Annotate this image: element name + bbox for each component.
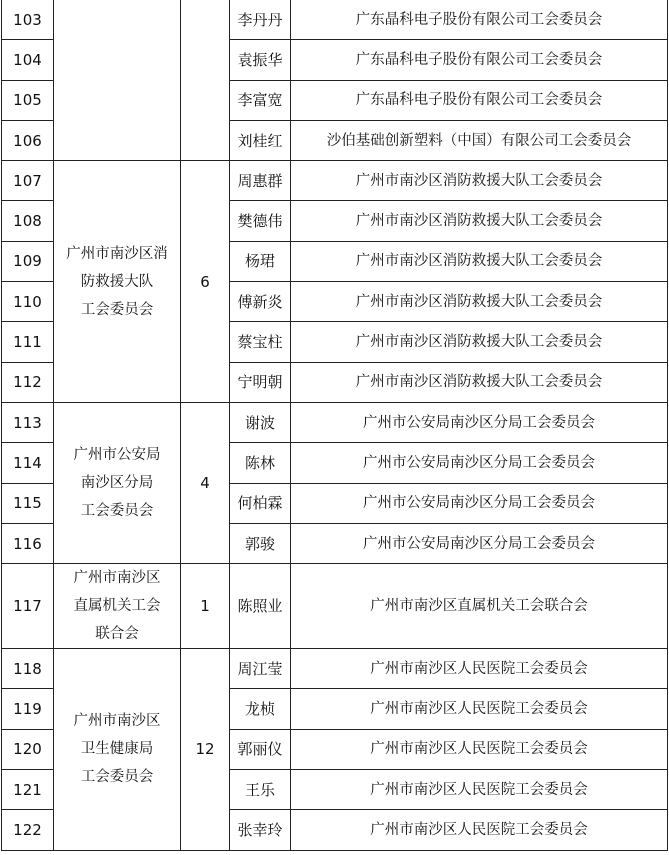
union-group-name-line: 工会委员会 — [80, 769, 154, 786]
serial-number-cell: 115 — [2, 483, 54, 523]
member-organization-cell: 广州市南沙区人民医院工会委员会 — [291, 810, 668, 850]
member-organization-cell: 沙伯基础创新塑料（中国）有限公司工会委员会 — [291, 120, 668, 160]
member-organization-cell: 广东晶科电子股份有限公司工会委员会 — [291, 40, 668, 80]
member-name-cell: 何柏霖 — [230, 483, 291, 523]
member-name-cell: 李富宽 — [230, 80, 291, 120]
serial-number-cell: 106 — [2, 120, 54, 160]
serial-number-cell: 114 — [2, 443, 54, 483]
union-group-name-line: 卫生健康局 — [80, 741, 154, 758]
serial-number-cell: 105 — [2, 80, 54, 120]
union-group-cell — [54, 161, 181, 403]
member-name-cell: 杨珺 — [230, 241, 291, 281]
serial-number-cell: 103 — [2, 0, 54, 40]
serial-number-cell: 119 — [2, 689, 54, 729]
member-organization-cell: 广州市公安局南沙区分局工会委员会 — [291, 402, 668, 442]
member-name-cell: 傅新炎 — [230, 282, 291, 322]
group-count-cell: 1 — [181, 564, 230, 649]
member-organization-cell: 广州市南沙区消防救援大队工会委员会 — [291, 362, 668, 402]
member-organization-cell: 广州市南沙区人民医院工会委员会 — [291, 770, 668, 810]
member-organization-cell: 广州市南沙区人民医院工会委员会 — [291, 729, 668, 769]
member-name-cell: 谢波 — [230, 402, 291, 442]
member-organization-cell: 广州市公安局南沙区分局工会委员会 — [291, 483, 668, 523]
union-group-name-line: 工会委员会 — [80, 503, 154, 520]
union-group-cell — [54, 402, 181, 563]
union-group-name-line: 广州市公安局 — [73, 447, 161, 464]
member-organization-cell: 广州市南沙区消防救援大队工会委员会 — [291, 161, 668, 201]
group-count-cell: 12 — [181, 649, 230, 850]
serial-number-cell: 122 — [2, 810, 54, 850]
member-name-cell: 郭丽仪 — [230, 729, 291, 769]
serial-number-cell: 110 — [2, 282, 54, 322]
union-group-name-line: 工会委员会 — [80, 301, 154, 318]
serial-number-cell: 108 — [2, 201, 54, 241]
member-name-cell: 宁明朝 — [230, 362, 291, 402]
union-group-name-line: 广州市南沙区消 — [66, 245, 168, 262]
serial-number-cell: 121 — [2, 770, 54, 810]
table-row — [2, 649, 668, 689]
member-name-cell: 陈林 — [230, 443, 291, 483]
union-group-name-line: 广州市南沙区 — [73, 570, 161, 587]
member-organization-cell: 广州市南沙区消防救援大队工会委员会 — [291, 282, 668, 322]
union-group-name-line: 广州市南沙区 — [73, 713, 161, 730]
member-organization-cell: 广州市南沙区人民医院工会委员会 — [291, 649, 668, 689]
member-name-cell: 周江莹 — [230, 649, 291, 689]
serial-number-cell: 109 — [2, 241, 54, 281]
member-name-cell: 龙桢 — [230, 689, 291, 729]
member-name-cell: 王乐 — [230, 770, 291, 810]
union-group-name-line: 直属机关工会 — [73, 598, 161, 615]
union-group-name-line: 联合会 — [95, 626, 139, 643]
table-row — [2, 161, 668, 201]
member-name-cell: 袁振华 — [230, 40, 291, 80]
member-name-cell: 张幸玲 — [230, 810, 291, 850]
member-organization-cell: 广州市公安局南沙区分局工会委员会 — [291, 523, 668, 563]
group-count-cell: 4 — [181, 402, 230, 563]
union-group-name-line: 南沙区分局 — [80, 475, 154, 492]
union-group-cell — [54, 564, 181, 649]
member-name-cell: 陈照业 — [230, 564, 291, 649]
member-table — [1, 0, 668, 851]
serial-number-cell: 116 — [2, 523, 54, 563]
member-organization-cell: 广州市公安局南沙区分局工会委员会 — [291, 443, 668, 483]
serial-number-cell: 113 — [2, 402, 54, 442]
table-row — [2, 0, 668, 40]
union-group-cell — [54, 649, 181, 850]
union-group-name-line: 防救援大队 — [80, 273, 154, 290]
member-organization-cell: 广州市南沙区消防救援大队工会委员会 — [291, 241, 668, 281]
serial-number-cell: 112 — [2, 362, 54, 402]
serial-number-cell: 118 — [2, 649, 54, 689]
member-name-cell: 李丹丹 — [230, 0, 291, 40]
member-organization-cell: 广东晶科电子股份有限公司工会委员会 — [291, 80, 668, 120]
member-organization-cell: 广州市南沙区消防救援大队工会委员会 — [291, 322, 668, 362]
serial-number-cell: 117 — [2, 564, 54, 649]
group-count-cell — [181, 0, 230, 161]
union-group-cell — [54, 0, 181, 161]
member-table-body — [2, 0, 668, 850]
member-organization-cell: 广州市南沙区人民医院工会委员会 — [291, 689, 668, 729]
member-organization-cell: 广州市南沙区直属机关工会联合会 — [291, 564, 668, 649]
serial-number-cell: 107 — [2, 161, 54, 201]
serial-number-cell: 111 — [2, 322, 54, 362]
table-row — [2, 402, 668, 442]
member-name-cell: 周惠群 — [230, 161, 291, 201]
member-name-cell: 郭骏 — [230, 523, 291, 563]
serial-number-cell: 104 — [2, 40, 54, 80]
member-organization-cell: 广州市南沙区消防救援大队工会委员会 — [291, 201, 668, 241]
member-name-cell: 刘桂红 — [230, 120, 291, 160]
table-row — [2, 564, 668, 649]
serial-number-cell: 120 — [2, 729, 54, 769]
group-count-cell: 6 — [181, 161, 230, 403]
member-name-cell: 樊德伟 — [230, 201, 291, 241]
member-organization-cell: 广东晶科电子股份有限公司工会委员会 — [291, 0, 668, 40]
member-name-cell: 蔡宝柱 — [230, 322, 291, 362]
